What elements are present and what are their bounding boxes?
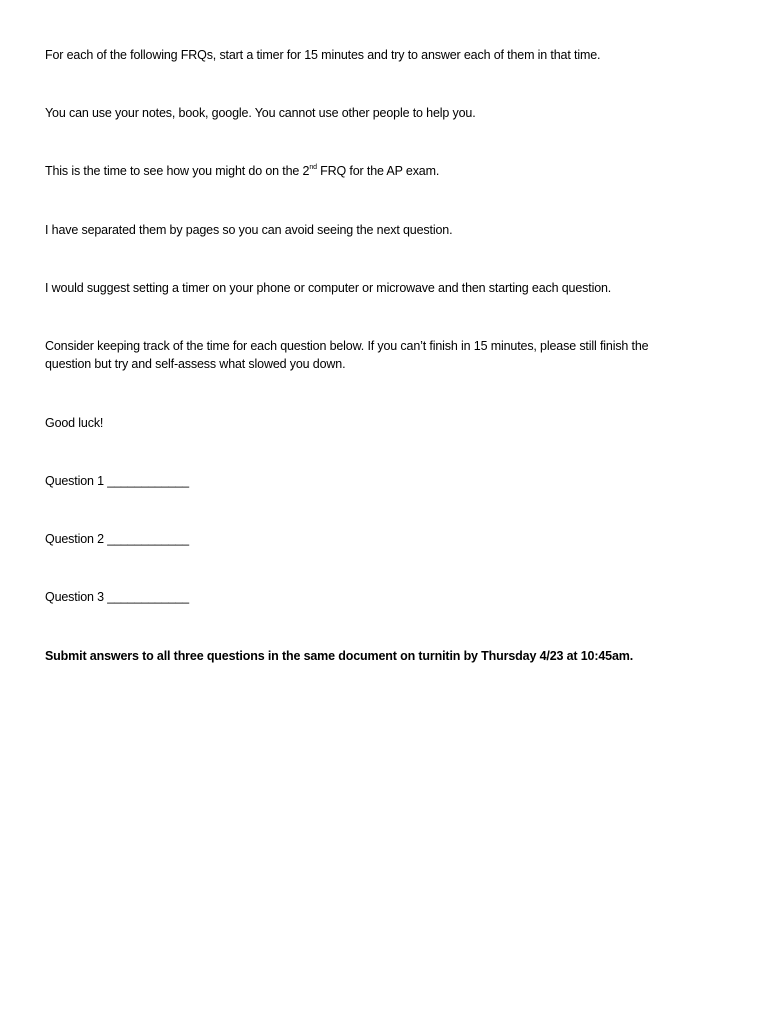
submission-deadline: Submit answers to all three questions in the same document on turnitin by Thursday 4/23 at 10:45am. [45, 649, 634, 663]
ordinal-suffix: nd [309, 163, 317, 171]
instruction-resources: You can use your notes, book, google. You cannot use other people to help you. [45, 106, 476, 120]
question-3-time-field: Question 3 ____________ [45, 590, 189, 604]
question-1-time-field: Question 1 ____________ [45, 474, 189, 488]
question-2-time-field: Question 2 ____________ [45, 532, 189, 546]
instruction-suggestion: I would suggest setting a timer on your phone or computer or microwave and then starting each question. [45, 281, 612, 295]
instruction-timer: For each of the following FRQs, start a timer for 15 minutes and try to answer each of them in that time. [45, 48, 601, 62]
good-luck-text: Good luck! [45, 416, 104, 430]
instruction-track-time: Consider keeping track of the time for each question below. If you can’t finish in 15 minutes, please still finish the question but try and self-assess what slowed you down. [45, 339, 649, 371]
instruction-ap-exam [45, 162, 725, 180]
instruction-ap-exam-text-end: FRQ for the AP exam. [316, 164, 440, 178]
instruction-pages: I have separated them by pages so you can avoid seeing the next question. [45, 223, 453, 237]
instruction-ap-exam-text-start: This is the time to see how you might do on the 2 [45, 164, 310, 178]
